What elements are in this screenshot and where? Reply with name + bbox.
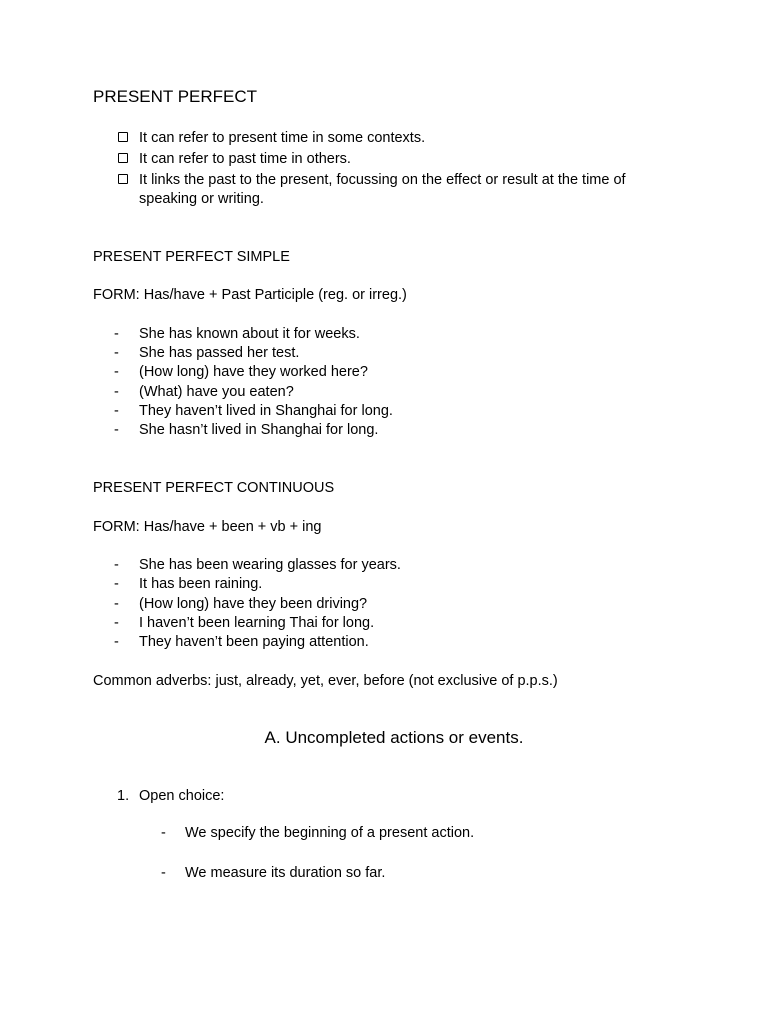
dash-bullet: - bbox=[114, 403, 119, 419]
point-text: We specify the beginning of a present action. bbox=[185, 825, 475, 841]
dash-bullet: - bbox=[114, 634, 119, 650]
section-a-heading: A. Uncompleted actions or events. bbox=[264, 728, 524, 747]
example-text: (What) have you eaten? bbox=[139, 384, 294, 400]
checkbox[interactable] bbox=[118, 153, 128, 163]
dash-bullet: - bbox=[114, 576, 119, 592]
dash-bullet: - bbox=[114, 345, 119, 361]
example-text: I haven’t been learning Thai for long. bbox=[139, 615, 375, 631]
dash-bullet: - bbox=[114, 596, 119, 612]
example-text: She hasn’t lived in Shanghai for long. bbox=[139, 422, 379, 438]
dash-bullet: - bbox=[114, 557, 119, 573]
dash-bullet: - bbox=[114, 384, 119, 400]
section-heading-continuous: PRESENT PERFECT CONTINUOUS bbox=[93, 480, 335, 496]
checkbox[interactable] bbox=[118, 174, 128, 184]
document-title: PRESENT PERFECT bbox=[93, 87, 258, 106]
dash-bullet: - bbox=[114, 615, 119, 631]
form-simple: FORM: Has/have + Past Participle (reg. or irreg.) bbox=[93, 287, 407, 303]
example-text: She has known about it for weeks. bbox=[139, 326, 360, 342]
checklist-text: It can refer to past time in others. bbox=[139, 151, 351, 167]
example-text: They haven’t been paying attention. bbox=[139, 634, 369, 650]
dash-bullet: - bbox=[114, 326, 119, 342]
item-number: 1. bbox=[117, 788, 130, 804]
example-text: (How long) have they been driving? bbox=[139, 596, 368, 612]
dash-bullet: - bbox=[161, 825, 166, 841]
section-heading-simple: PRESENT PERFECT SIMPLE bbox=[93, 249, 290, 265]
checklist-text: It can refer to present time in some contexts. bbox=[139, 130, 426, 146]
example-text: She has been wearing glasses for years. bbox=[139, 557, 401, 573]
example-text: It has been raining. bbox=[139, 576, 263, 592]
point-text: We measure its duration so far. bbox=[185, 865, 386, 881]
dash-bullet: - bbox=[114, 364, 119, 380]
example-text: She has passed her test. bbox=[139, 345, 300, 361]
item-label: Open choice: bbox=[139, 788, 225, 804]
dash-bullet: - bbox=[114, 422, 119, 438]
common-adverbs: Common adverbs: just, already, yet, ever, before (not exclusive of p.p.s.) bbox=[93, 673, 558, 689]
checkbox[interactable] bbox=[118, 132, 128, 142]
form-continuous: FORM: Has/have + been + vb + ing bbox=[93, 519, 322, 535]
example-text: (How long) have they worked here? bbox=[139, 364, 368, 380]
checklist-text: It links the past to the present, focussing on the effect or result at the time of speaking or writing. bbox=[139, 172, 626, 207]
example-text: They haven’t lived in Shanghai for long. bbox=[139, 403, 393, 419]
dash-bullet: - bbox=[161, 865, 166, 881]
